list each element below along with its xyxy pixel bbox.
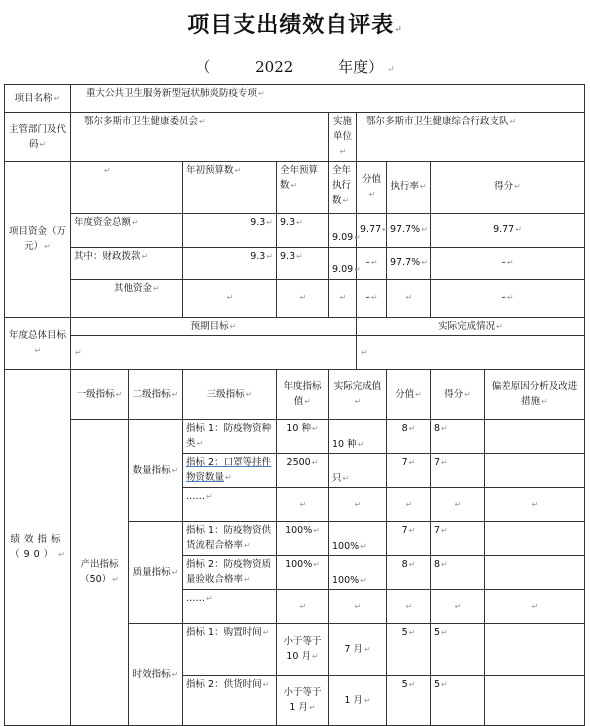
funds-header-score-value: 分值↵ <box>357 161 387 213</box>
perf-item-actual: ↵ <box>329 589 387 623</box>
project-name-value: 重大公共卫生服务新型冠状肺炎防疫专项↵ <box>71 85 585 113</box>
funds-row-score: –↵ <box>431 279 585 317</box>
table-row <box>5 369 585 419</box>
perf-group-quality: 质量指标↵ <box>129 521 183 623</box>
funds-row-initial: 9.3↵ <box>183 213 277 247</box>
year-value: 2022 <box>255 58 294 76</box>
funds-label: 项目资金（万元）↵ <box>5 161 71 317</box>
perf-item-name: 指标 2：防疫物资质量验收合格率↵ <box>183 555 277 589</box>
perf-header-actual: 实际完成值↵ <box>329 369 387 419</box>
perf-item-score: 8↵ <box>431 555 485 589</box>
perf-header-target: 年度指标值↵ <box>277 369 329 419</box>
perf-item-score: 7↵ <box>431 521 485 555</box>
table-row <box>5 161 585 213</box>
perf-item-value: ↵ <box>387 589 431 623</box>
perf-item-target: ↵ <box>277 487 329 521</box>
document-title <box>0 8 590 39</box>
dept-value: 鄂尔多斯市卫生健康委员会↵ <box>71 113 329 162</box>
funds-row-annual: 9.3↵ <box>277 213 329 247</box>
perf-item-value: 5↵ <box>387 675 431 725</box>
table-row <box>5 419 585 453</box>
year-line <box>0 56 590 77</box>
perf-item-value: 7↵ <box>387 521 431 555</box>
goals-label: 年度总体目标↵ <box>5 317 71 369</box>
perf-item-actual: 1 月↵ <box>329 675 387 725</box>
perf-item-actual: 10 种↵ <box>329 419 387 453</box>
perf-item-name: 指标 1：防疫物资供货流程合格率↵ <box>183 521 277 555</box>
perf-item-name: 指标 2：口罩等挂件物资数量↵ <box>183 453 277 487</box>
perf-item-score: 5↵ <box>431 623 485 675</box>
perf-item-target: 100%↵ <box>277 555 329 589</box>
paragraph-mark-icon: ↵ <box>387 65 395 75</box>
perf-item-score: 8↵ <box>431 419 485 453</box>
funds-row-annual: 9.3↵ <box>277 247 329 279</box>
perf-item-target: 2500↵ <box>277 453 329 487</box>
funds-row-initial: ↵ <box>183 279 277 317</box>
perf-item-actual: 100%↵ <box>329 555 387 589</box>
perf-item-actual: 只↵ <box>329 453 387 487</box>
year-close: 年度） <box>338 58 384 76</box>
perf-group-quantity: 数量指标↵ <box>129 419 183 521</box>
funds-row-score: 9.77↵ <box>431 213 585 247</box>
perf-item-deviation <box>485 675 585 725</box>
perf-label: 绩效指标（90）↵ <box>5 369 71 725</box>
perf-item-actual: 100%↵ <box>329 521 387 555</box>
funds-header-executed: 全年执行数↵ <box>329 161 357 213</box>
perf-header-level3: 三级指标↵ <box>183 369 277 419</box>
exec-label: 实施单位↵ <box>329 113 357 162</box>
perf-item-score: 7↵ <box>431 453 485 487</box>
table-row <box>5 247 585 279</box>
goals-expected-header: 预期目标↵ <box>71 317 357 335</box>
perf-item-deviation <box>485 419 585 453</box>
perf-item-value: 7↵ <box>387 453 431 487</box>
perf-level1-output: 产出指标（50）↵ <box>71 419 129 725</box>
perf-item-deviation <box>485 521 585 555</box>
perf-item-deviation: ↵ <box>485 589 585 623</box>
funds-row-score: –↵ <box>431 247 585 279</box>
perf-item-target: 小于等于 10 月↵ <box>277 623 329 675</box>
funds-row-executed: ↵ <box>329 279 357 317</box>
funds-row-executed: 9.09↵ <box>329 247 357 279</box>
table-row <box>5 279 585 317</box>
table-row <box>5 335 585 369</box>
perf-item-value: 8↵ <box>387 555 431 589</box>
goals-expected-value: ↵ <box>71 335 357 369</box>
funds-row-name: 年度资金总额↵ <box>71 213 183 247</box>
perf-header-level2: 二级指标↵ <box>129 369 183 419</box>
evaluation-table <box>4 84 585 726</box>
perf-item-deviation: ↵ <box>485 487 585 521</box>
perf-header-deviation: 偏差原因分析及改进措施↵ <box>485 369 585 419</box>
funds-row-score-value: 9.77↵ <box>357 213 387 247</box>
perf-item-target: ↵ <box>277 589 329 623</box>
project-name-label: 项目名称↵ <box>5 85 71 113</box>
goals-actual-header: 实际完成情况↵ <box>357 317 585 335</box>
funds-row-executed: 9.09↵ <box>329 213 357 247</box>
table-row <box>5 317 585 335</box>
perf-item-name: 指标 1：防疫物资种类↵ <box>183 419 277 453</box>
perf-item-actual: ↵ <box>329 487 387 521</box>
funds-header-score: 得分↵ <box>431 161 585 213</box>
table-row <box>5 113 585 162</box>
perf-item-actual: 7 月↵ <box>329 623 387 675</box>
perf-item-value: ↵ <box>387 487 431 521</box>
title-text: 项目支出绩效自评表 <box>187 12 395 38</box>
funds-row-initial: 9.3↵ <box>183 247 277 279</box>
perf-header-score: 得分↵ <box>431 369 485 419</box>
perf-item-target: 100%↵ <box>277 521 329 555</box>
paragraph-mark-icon: ↵ <box>394 25 403 35</box>
dept-label: 主管部门及代码↵ <box>5 113 71 162</box>
funds-header-rate: 执行率↵ <box>387 161 431 213</box>
perf-header-level1: 一级指标↵ <box>71 369 129 419</box>
perf-item-score: 5↵ <box>431 675 485 725</box>
funds-row-annual: ↵ <box>277 279 329 317</box>
funds-row-rate: ↵ <box>387 279 431 317</box>
perf-item-score: ↵ <box>431 589 485 623</box>
exec-value: 鄂尔多斯市卫生健康综合行政支队↵ <box>357 113 585 162</box>
perf-item-name: ……↵ <box>183 487 277 521</box>
perf-item-target: 10 种↵ <box>277 419 329 453</box>
perf-item-deviation <box>485 555 585 589</box>
goals-actual-value: ↵ <box>357 335 585 369</box>
funds-header-blank: ↵ <box>71 161 183 213</box>
funds-row-name: 其中：财政拨款↵ <box>71 247 183 279</box>
perf-item-target: 小于等于 1 月↵ <box>277 675 329 725</box>
year-open: （ <box>195 58 211 76</box>
perf-item-deviation <box>485 453 585 487</box>
funds-row-rate: 97.7%↵ <box>387 213 431 247</box>
perf-item-name: 指标 1：购置时间↵ <box>183 623 277 675</box>
perf-header-value: 分值↵ <box>387 369 431 419</box>
table-row <box>5 213 585 247</box>
perf-item-value: 5↵ <box>387 623 431 675</box>
funds-row-score-value: –↵ <box>357 247 387 279</box>
funds-header-initial: 年初预算数↵ <box>183 161 277 213</box>
funds-header-annual: 全年预算数↵ <box>277 161 329 213</box>
perf-item-name: 指标 2：供货时间↵ <box>183 675 277 725</box>
funds-row-score-value: –↵ <box>357 279 387 317</box>
perf-item-value: 8↵ <box>387 419 431 453</box>
funds-row-name: 其他资金↵ <box>71 279 183 317</box>
perf-group-timeliness: 时效指标↵ <box>129 623 183 725</box>
perf-item-deviation <box>485 623 585 675</box>
table-row <box>5 85 585 113</box>
funds-row-rate: 97.7%↵ <box>387 247 431 279</box>
perf-item-name: ……↵ <box>183 589 277 623</box>
perf-item-score: ↵ <box>431 487 485 521</box>
